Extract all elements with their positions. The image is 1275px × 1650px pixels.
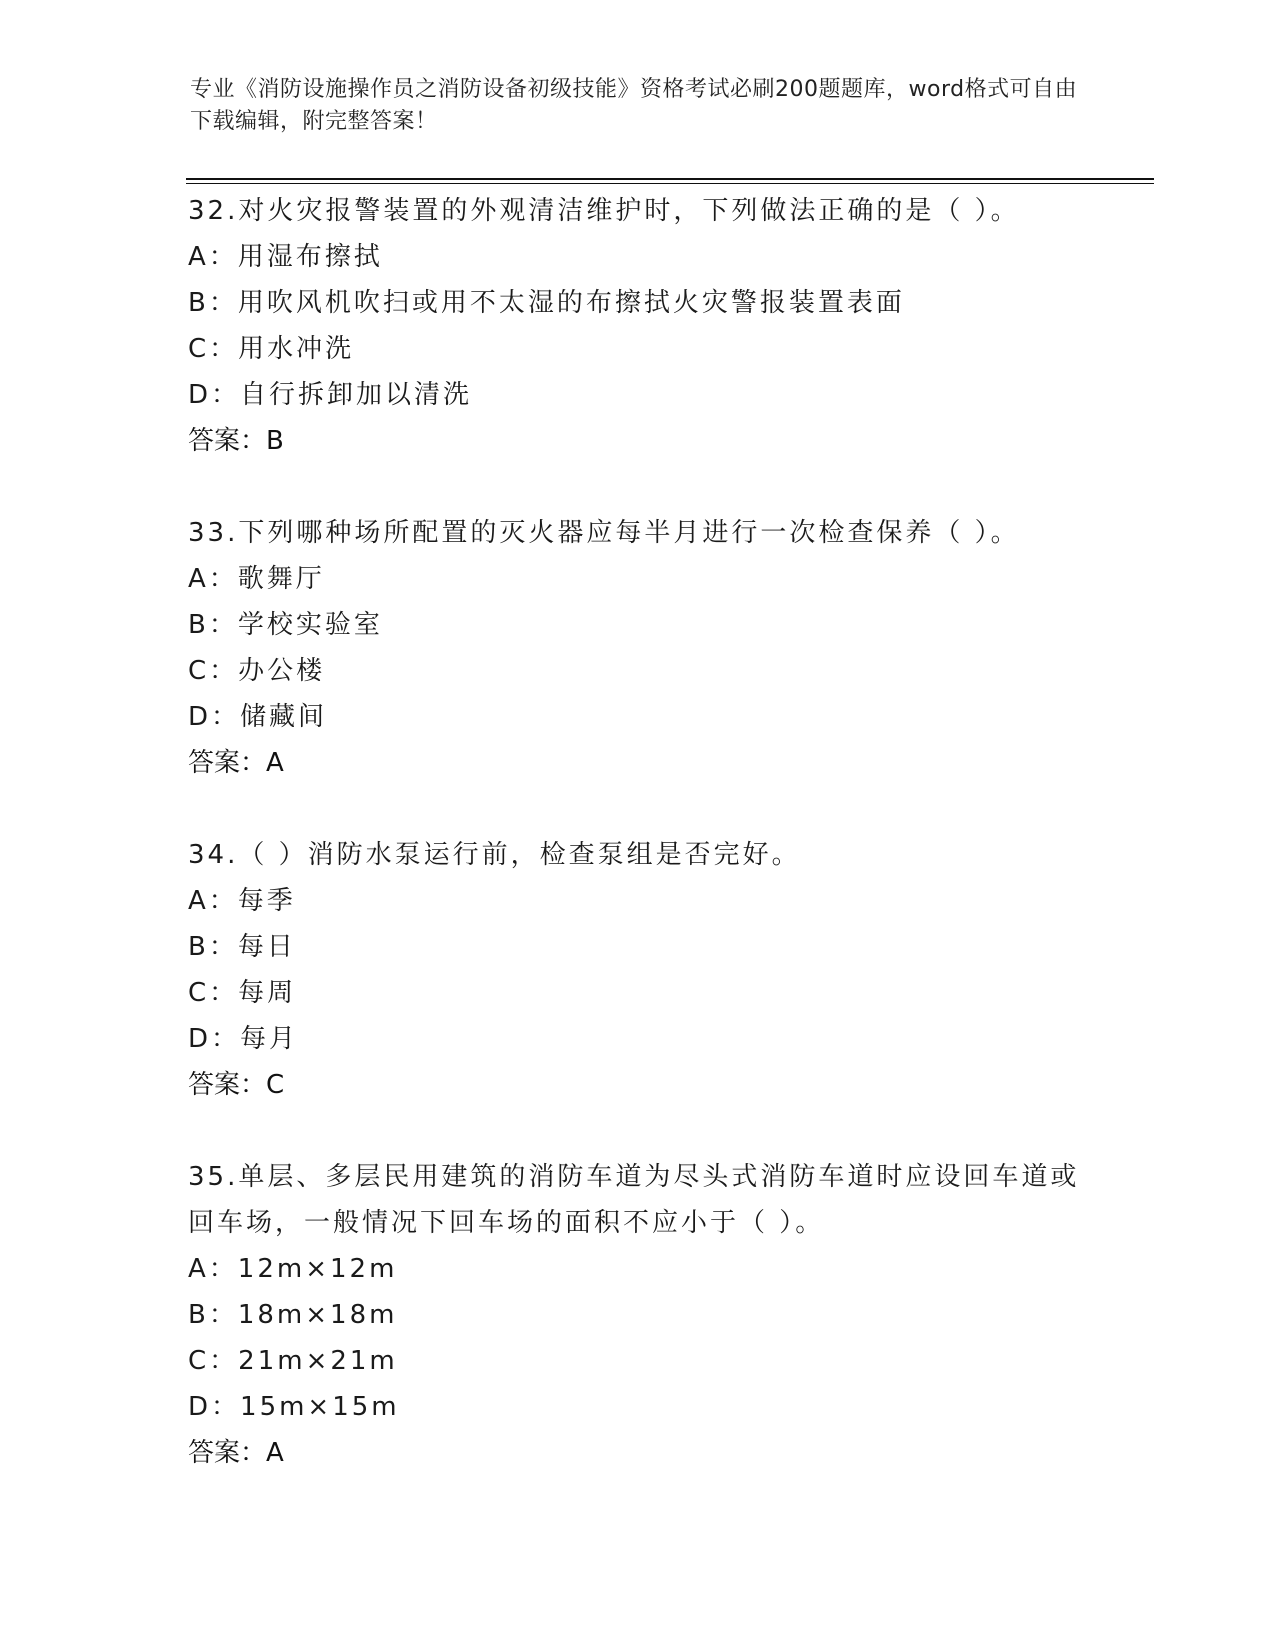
answer-value: A [266, 1438, 284, 1468]
option-c: C：21m×21m [188, 1346, 398, 1376]
option-a: A：12m×12m [188, 1254, 398, 1284]
answer-line [188, 1062, 1088, 1108]
option-b: B：用吹风机吹扫或用不太湿的布擦拭火灾警报装置表面 [188, 288, 905, 318]
question-32 [188, 188, 1088, 464]
answer-label: 答案： [188, 1070, 267, 1100]
question-list [188, 188, 1088, 1476]
answer-value: A [266, 748, 284, 778]
option-b: B：每日 [188, 932, 296, 962]
header-divider-thin [186, 183, 1154, 184]
option-d: D：储藏间 [188, 702, 328, 732]
option-d: D：自行拆卸加以清洗 [188, 380, 473, 410]
answer-value: C [266, 1070, 285, 1100]
answer-label: 答案： [188, 1438, 267, 1468]
option-c: C：办公楼 [188, 656, 326, 686]
option-b: B：18m×18m [188, 1300, 398, 1330]
header-divider [186, 178, 1154, 180]
answer-line [188, 1430, 1088, 1476]
option-c: C：每周 [188, 978, 297, 1008]
option-d: D：15m×15m [188, 1392, 400, 1422]
option-d: D：每月 [188, 1024, 299, 1054]
answer-value: B [266, 426, 284, 456]
answer-label: 答案： [188, 426, 267, 456]
option-c: C：用水冲洗 [188, 334, 355, 364]
question-stem: 35.单层、多层民用建筑的消防车道为尽头式消防车道时应设回车道或回车场，一般情况下回车场的面积不应小于（ ）。 [188, 1162, 1080, 1238]
question-33 [188, 510, 1088, 786]
document-header: 专业《消防设施操作员之消防设备初级技能》资格考试必刷200题题库，word格式可自由下载编辑，附完整答案！ [190, 77, 1078, 134]
question-stem: 34.（ ）消防水泵运行前，检查泵组是否完好。 [188, 840, 801, 870]
question-35 [188, 1154, 1088, 1476]
option-a: A：用湿布擦拭 [188, 242, 383, 272]
question-stem: 33.下列哪种场所配置的灭火器应每半月进行一次检查保养（ ）。 [188, 518, 1020, 548]
option-a: A：每季 [188, 886, 296, 916]
option-a: A：歌舞厅 [188, 564, 325, 594]
answer-line [188, 418, 1088, 464]
answer-line [188, 740, 1088, 786]
question-34 [188, 832, 1088, 1108]
option-b: B：学校实验室 [188, 610, 383, 640]
question-stem: 32.对火灾报警装置的外观清洁维护时，下列做法正确的是（ ）。 [188, 196, 1020, 226]
answer-label: 答案： [188, 748, 267, 778]
